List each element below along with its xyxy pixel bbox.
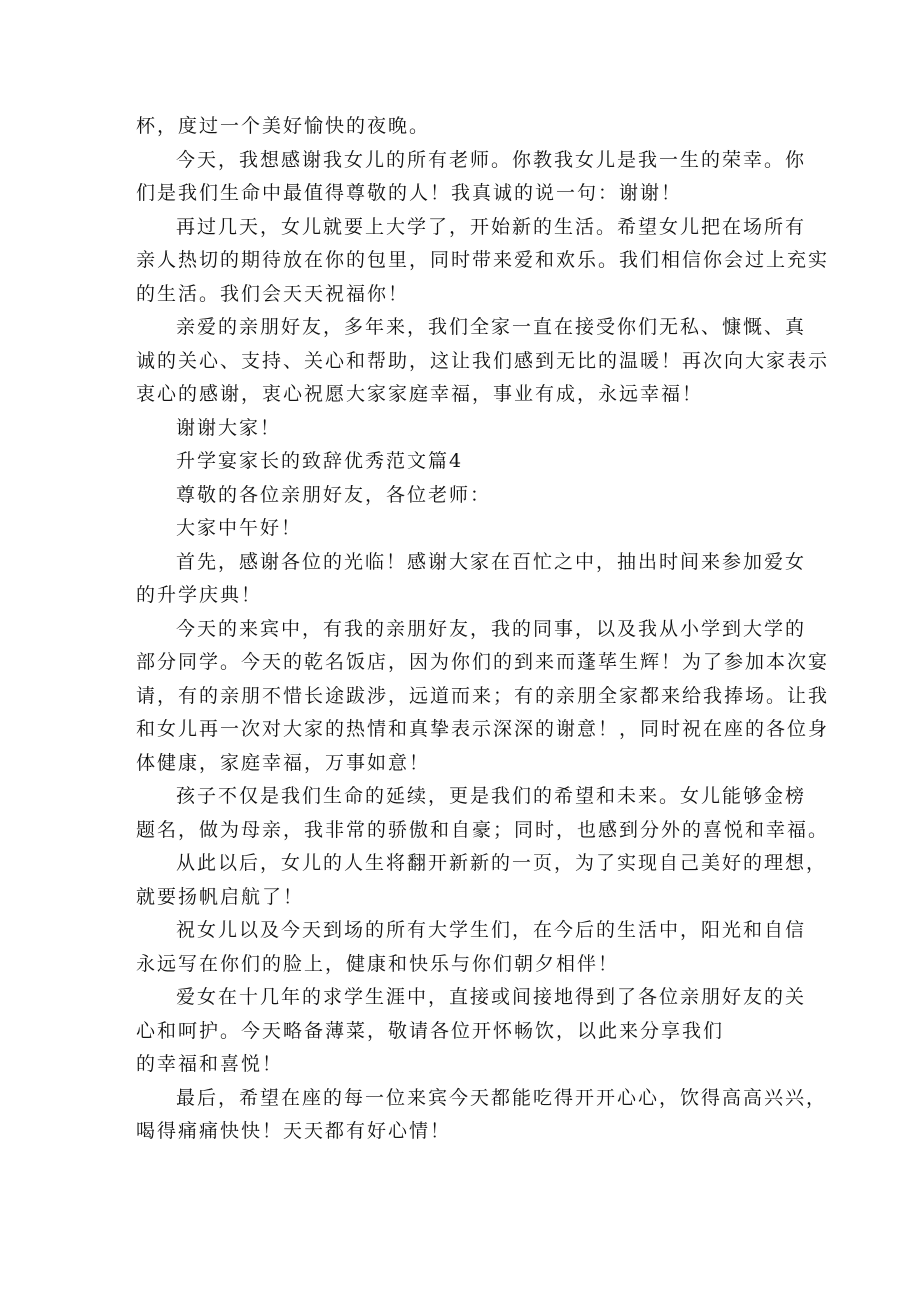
- text-line: 请，有的亲朋不惜长途跋涉，远道而来；有的亲朋全家都来给我捧场。让我: [136, 684, 830, 707]
- text-line: 孩子不仅是我们生命的延续，更是我们的希望和未来。女儿能够金榜: [176, 785, 807, 807]
- paragraph-children: [136, 780, 830, 847]
- text-line: 和女儿再一次对大家的热情和真挚表示深深的谢意！，同时祝在座的各位身: [136, 718, 830, 740]
- text-line: 们是我们生命中最值得尊敬的人！我真诚的说一句：谢谢！: [136, 182, 683, 204]
- paragraph-university: [136, 211, 830, 312]
- text-line: 亲爱的亲朋好友，多年来，我们全家一直在接受你们无私、慷慨、真: [176, 316, 807, 338]
- paragraph-welcome: [136, 546, 807, 613]
- text-line: 的幸福和喜悦！: [136, 1053, 284, 1075]
- paragraph-new-page: [136, 847, 828, 914]
- text-line: 最后，希望在座的每一位来宾今天都能吃得开开心心，饮得高高兴兴，: [176, 1086, 828, 1109]
- text-line: 爱女在十几年的求学生涯中，直接或间接地得到了各位亲朋好友的关: [176, 986, 807, 1008]
- paragraph-closing: [136, 1082, 828, 1149]
- paragraph-blessing-students: [136, 914, 807, 981]
- text-line: 首先，感谢各位的光临！感谢大家在百忙之中，抽出时间来参加爱女: [176, 550, 807, 573]
- text-line: 尊敬的各位亲朋好友，各位老师：: [176, 483, 492, 506]
- text-line: 升学宴家长的致辞优秀范文篇4: [176, 450, 464, 472]
- text-line: 谢谢大家！: [176, 416, 282, 439]
- text-line: 题名，做为母亲，我非常的骄傲和自豪；同时，也感到分外的喜悦和幸福。: [136, 818, 830, 841]
- text-line: 部分同学。今天的乾名饭店，因为你们的到来而蓬荜生辉！为了参加本次宴: [136, 651, 830, 673]
- paragraph-thank-friends: [136, 311, 830, 412]
- text-line: 杯，度过一个美好愉快的夜晚。: [136, 115, 431, 137]
- text-line: 今天，我想感谢我女儿的所有老师。你教我女儿是我一生的荣幸。你: [176, 148, 807, 171]
- text-line: 再过几天，女儿就要上大学了，开始新的生活。希望女儿把在场所有: [176, 215, 807, 238]
- paragraph-thank-teachers: [136, 144, 807, 211]
- text-line: 亲人热切的期待放在你的包里，同时带来爱和欢乐。我们相信你会过上充实: [136, 249, 830, 271]
- text-line: 祝女儿以及今天到场的所有大学生们，在今后的生活中，阳光和自信: [176, 919, 807, 941]
- document-body: [136, 110, 830, 1149]
- text-line: 心和呵护。今天略备薄菜，敬请各位开怀畅饮，以此来分享我们: [136, 1019, 725, 1042]
- text-line: 体健康，家庭幸福，万事如意！: [136, 751, 431, 774]
- text-line: 大家中午好！: [176, 517, 303, 539]
- text-line: 永远写在你们的脸上，健康和快乐与你们朝夕相伴！: [136, 952, 620, 975]
- text-line: 的生活。我们会天天祝福你！: [136, 282, 410, 305]
- paragraph-gratitude: [136, 981, 807, 1082]
- section-heading: [136, 445, 790, 479]
- text-line: 从此以后，女儿的人生将翻开新新的一页，为了实现自己美好的理想，: [176, 852, 828, 874]
- paragraph-greeting: [136, 512, 790, 546]
- paragraph-continuation: [136, 110, 790, 144]
- paragraph-thanks-all: [136, 412, 790, 446]
- paragraph-salutation: [136, 479, 790, 513]
- text-line: 诚的关心、支持、关心和帮助，这让我们感到无比的温暖！再次向大家表示: [136, 349, 830, 372]
- text-line: 就要扬帆启航了！: [136, 885, 305, 908]
- text-line: 的升学庆典！: [136, 584, 263, 606]
- paragraph-guests: [136, 613, 830, 781]
- text-line: 今天的来宾中，有我的亲朋好友，我的同事，以及我从小学到大学的: [176, 617, 807, 640]
- text-line: 喝得痛痛快快！天天都有好心情！: [136, 1120, 452, 1142]
- text-line: 衷心的感谢，衷心祝愿大家家庭幸福，事业有成，永远幸福！: [136, 383, 704, 405]
